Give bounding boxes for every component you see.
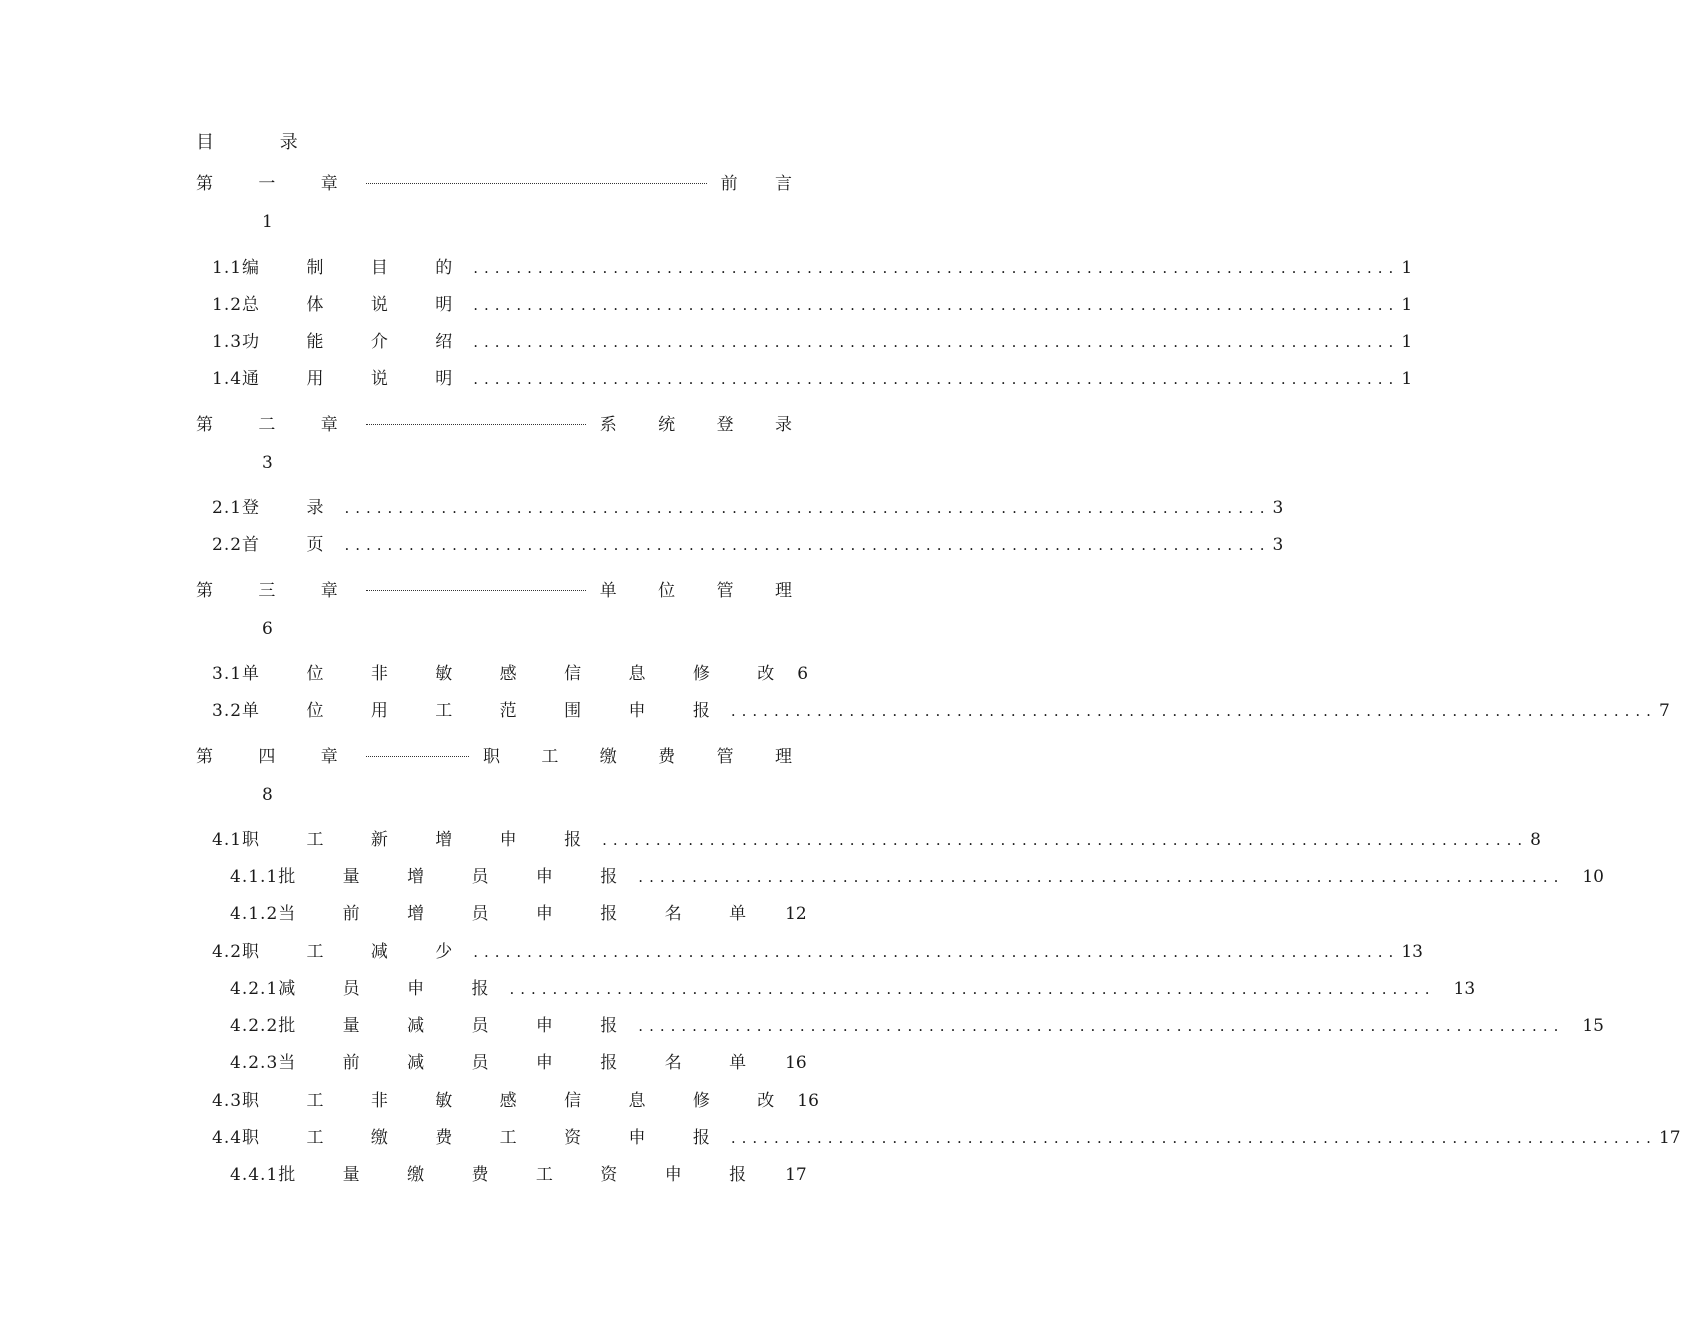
toc-entry[interactable] bbox=[230, 867, 1604, 887]
dot-leader: ...................................................................................... bbox=[344, 499, 1271, 517]
page-number: 3 bbox=[1272, 498, 1284, 518]
toc-entry[interactable] bbox=[230, 979, 1476, 999]
section-title: 批 量 减 员 申 报 bbox=[278, 1016, 639, 1036]
section-title: 职 工 减 少 bbox=[242, 942, 474, 962]
toc-entry[interactable] bbox=[212, 1128, 1681, 1148]
page-number: 6 bbox=[797, 664, 809, 684]
section-number: 4.2.3 bbox=[230, 1053, 279, 1073]
page-number: 1 bbox=[1401, 369, 1413, 389]
section-title: 单 位 用 工 范 围 申 报 bbox=[242, 701, 731, 721]
page-number: 16 bbox=[785, 1053, 807, 1073]
section-number: 2.1 bbox=[212, 498, 243, 518]
section-number: 4.1.2 bbox=[230, 904, 279, 924]
section-number: 4.2 bbox=[212, 942, 243, 962]
chapter-title: 系 统 登 录 bbox=[599, 415, 810, 435]
toc-chapter-2[interactable] bbox=[196, 415, 810, 435]
page-number: 1 bbox=[1401, 258, 1413, 278]
section-title: 单 位 非 敏 感 信 息 修 改 bbox=[242, 664, 796, 684]
chapter-label: 第 二 章 bbox=[196, 415, 358, 435]
page-number: 1 bbox=[1401, 295, 1413, 315]
section-number: 4.2.1 bbox=[230, 979, 279, 999]
section-number: 4.4 bbox=[212, 1128, 243, 1148]
toc-entry[interactable] bbox=[212, 295, 1413, 315]
toc-entry[interactable] bbox=[212, 1091, 819, 1111]
chapter-title: 单 位 管 理 bbox=[599, 581, 810, 601]
page-number: 13 bbox=[1401, 942, 1423, 962]
page-number: 17 bbox=[785, 1165, 807, 1185]
toc-entry[interactable] bbox=[230, 1165, 807, 1185]
dot-leader: ...................................................................................... bbox=[344, 536, 1271, 554]
page-number: 3 bbox=[1272, 535, 1284, 555]
dot-leader: ...................................................................................... bbox=[730, 702, 1657, 720]
section-title: 总 体 说 明 bbox=[242, 295, 474, 315]
dot-leader: ...................................................................................... bbox=[638, 868, 1565, 886]
dot-leader: ...................................................................................... bbox=[730, 1129, 1657, 1147]
section-number: 2.2 bbox=[212, 535, 243, 555]
toc-entry[interactable] bbox=[212, 369, 1413, 389]
toc-entry[interactable] bbox=[212, 664, 809, 684]
dot-leader: ...................................................................................... bbox=[602, 831, 1529, 849]
section-title: 批 量 缴 费 工 资 申 报 bbox=[278, 1165, 768, 1185]
chapter-page-number: 1 bbox=[262, 212, 273, 232]
chapter-page-number: 8 bbox=[262, 785, 273, 805]
toc-entry[interactable] bbox=[230, 1016, 1604, 1036]
page-number: 10 bbox=[1582, 867, 1604, 887]
dot-leader: ...................................................................................... bbox=[473, 296, 1400, 314]
page-number: 8 bbox=[1530, 830, 1541, 850]
section-title: 职 工 缴 费 工 资 申 报 bbox=[242, 1128, 731, 1148]
toc-entry[interactable] bbox=[212, 701, 1670, 721]
toc-entry[interactable] bbox=[212, 258, 1413, 278]
toc-entry[interactable] bbox=[212, 942, 1423, 962]
toc-entry[interactable] bbox=[212, 498, 1284, 518]
page-number: 12 bbox=[785, 904, 807, 924]
section-number: 4.4.1 bbox=[230, 1165, 279, 1185]
section-number: 3.2 bbox=[212, 701, 243, 721]
section-number: 3.1 bbox=[212, 664, 243, 684]
section-title: 登 录 bbox=[242, 498, 345, 518]
chapter-title: 职 工 缴 费 管 理 bbox=[482, 747, 810, 767]
dot-leader bbox=[366, 756, 469, 757]
page-number: 16 bbox=[797, 1091, 819, 1111]
section-number: 1.4 bbox=[212, 369, 243, 389]
section-number: 4.1 bbox=[212, 830, 243, 850]
chapter-label: 第 一 章 bbox=[196, 174, 358, 194]
section-title: 当 前 增 员 申 报 名 单 bbox=[278, 904, 768, 924]
section-title: 减 员 申 报 bbox=[278, 979, 510, 999]
toc-chapter-4[interactable] bbox=[196, 747, 810, 767]
section-number: 4.3 bbox=[212, 1091, 243, 1111]
section-title: 批 量 增 员 申 报 bbox=[278, 867, 639, 887]
section-title: 职 工 新 增 申 报 bbox=[242, 830, 603, 850]
section-title: 首 页 bbox=[242, 535, 345, 555]
toc-entry[interactable] bbox=[230, 1053, 807, 1073]
dot-leader: ...................................................................................... bbox=[473, 943, 1400, 961]
section-number: 1.3 bbox=[212, 332, 243, 352]
chapter-label: 第 三 章 bbox=[196, 581, 358, 601]
toc-entry[interactable] bbox=[212, 830, 1541, 850]
dot-leader: ...................................................................................... bbox=[473, 259, 1400, 277]
page-number: 7 bbox=[1658, 701, 1670, 721]
section-number: 4.1.1 bbox=[230, 867, 279, 887]
dot-leader bbox=[366, 590, 586, 591]
chapter-label: 第 四 章 bbox=[196, 747, 358, 767]
dot-leader: ...................................................................................... bbox=[638, 1017, 1565, 1035]
dot-leader: ...................................................................................... bbox=[509, 980, 1436, 998]
toc-title: 目 录 bbox=[196, 132, 328, 153]
section-title: 编 制 目 的 bbox=[242, 258, 474, 278]
toc-entry[interactable] bbox=[230, 904, 807, 924]
section-title: 当 前 减 员 申 报 名 单 bbox=[278, 1053, 768, 1073]
dot-leader bbox=[366, 424, 586, 425]
toc-chapter-1[interactable] bbox=[196, 174, 808, 194]
chapter-title: 前 言 bbox=[720, 174, 808, 194]
page-number: 1 bbox=[1401, 332, 1413, 352]
section-title: 功 能 介 绍 bbox=[242, 332, 474, 352]
chapter-page-number: 6 bbox=[262, 619, 273, 639]
section-number: 4.2.2 bbox=[230, 1016, 279, 1036]
page-number: 15 bbox=[1582, 1016, 1604, 1036]
toc-entry[interactable] bbox=[212, 332, 1413, 352]
dot-leader bbox=[366, 183, 707, 184]
section-title: 职 工 非 敏 感 信 息 修 改 bbox=[242, 1091, 796, 1111]
page-number: 13 bbox=[1453, 979, 1476, 999]
chapter-page-number: 3 bbox=[262, 453, 273, 473]
section-number: 1.2 bbox=[212, 295, 243, 315]
section-title: 通 用 说 明 bbox=[242, 369, 474, 389]
dot-leader: ...................................................................................... bbox=[473, 370, 1400, 388]
toc-chapter-3[interactable] bbox=[196, 581, 810, 601]
section-number: 1.1 bbox=[212, 258, 243, 278]
toc-entry[interactable] bbox=[212, 535, 1284, 555]
dot-leader: ...................................................................................... bbox=[473, 333, 1400, 351]
page-number: 17 bbox=[1658, 1128, 1681, 1148]
